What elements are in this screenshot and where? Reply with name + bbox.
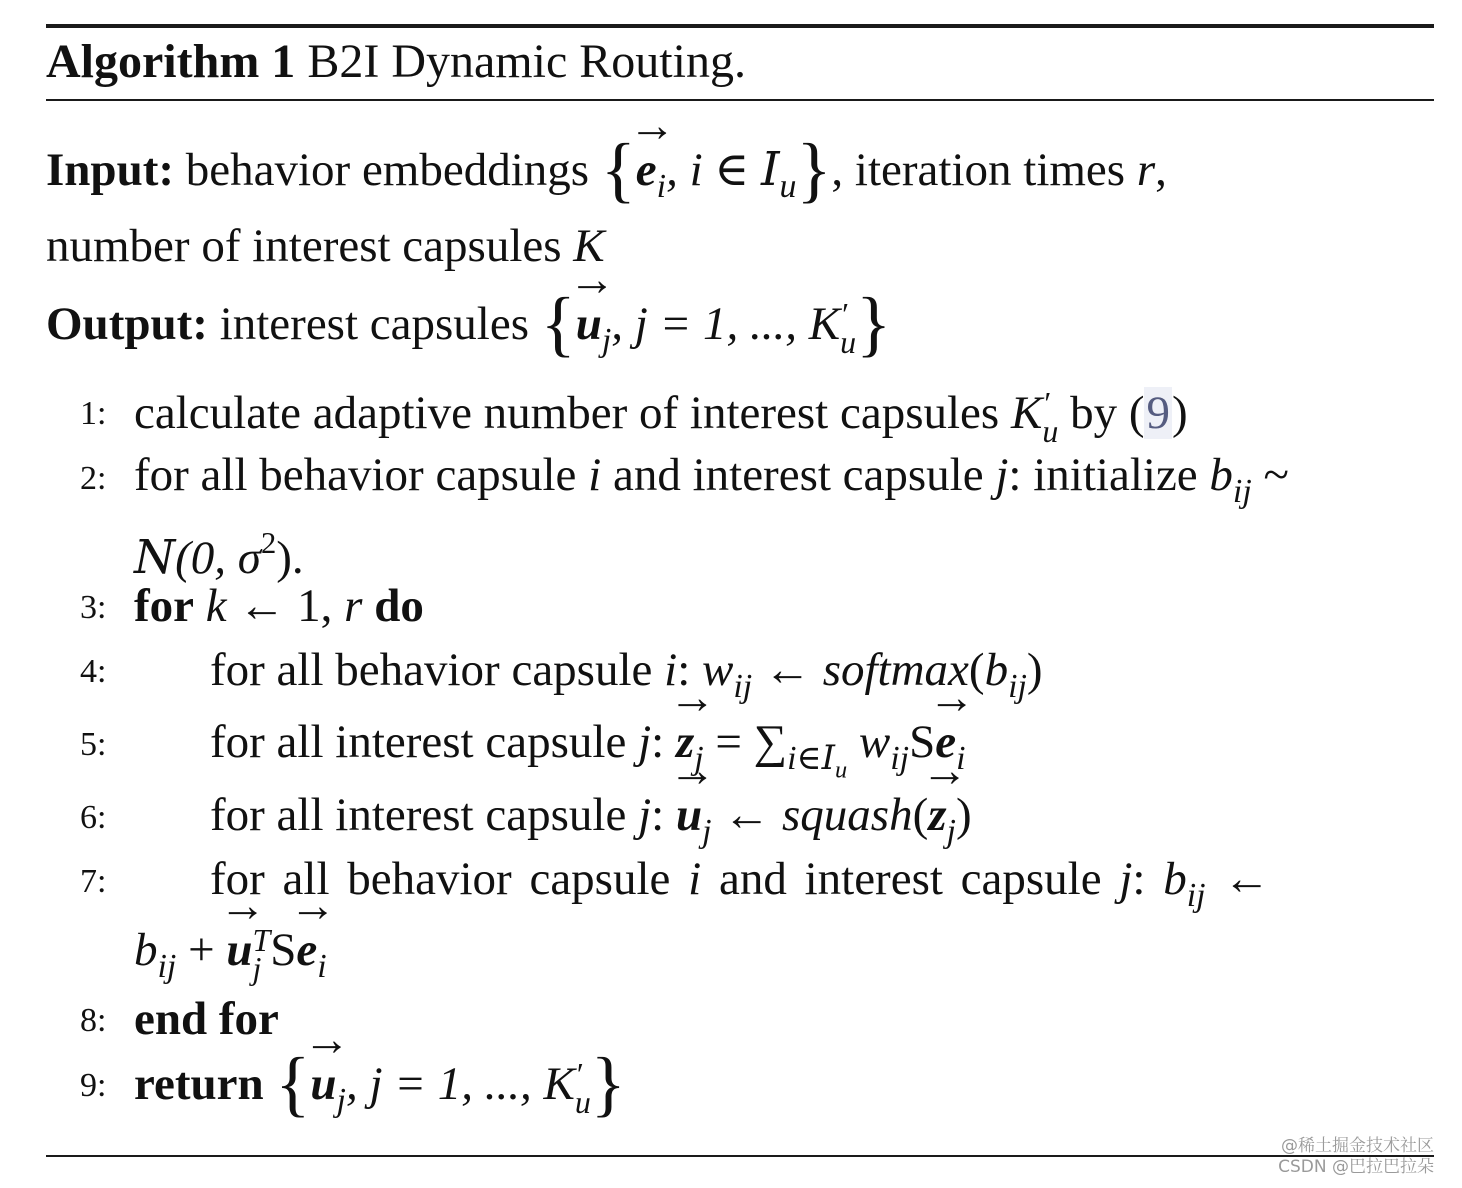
subscript-u: u bbox=[779, 167, 797, 205]
prime: ′ bbox=[1042, 385, 1050, 421]
var-b: b bbox=[984, 644, 1009, 696]
watermark-csdn: CSDN @巴拉巴拉朵 bbox=[1278, 1157, 1434, 1177]
tilde: ~ bbox=[1251, 449, 1289, 501]
var-b: b bbox=[1209, 449, 1233, 501]
assign: ← 1, bbox=[226, 580, 345, 632]
subscript-ij: ij bbox=[890, 739, 910, 777]
capsule-count-text: number of interest capsules bbox=[46, 220, 574, 272]
input-label: Input: bbox=[46, 144, 175, 196]
output-line bbox=[46, 282, 1434, 371]
step-2 bbox=[134, 445, 1434, 522]
var-i: i bbox=[588, 449, 602, 501]
step-text: : initialize bbox=[1008, 449, 1210, 501]
matrix-S: S bbox=[909, 716, 936, 768]
var-K: K bbox=[1010, 387, 1043, 439]
assign: ← bbox=[1205, 853, 1271, 905]
close: ). bbox=[276, 531, 304, 584]
step-text: for all interest capsule bbox=[210, 716, 639, 768]
transpose-sub bbox=[252, 922, 271, 987]
step-text: and interest capsule bbox=[601, 449, 996, 501]
K-prime-sub bbox=[574, 1056, 591, 1121]
close-paren: ) bbox=[1026, 644, 1043, 696]
bottom-rule bbox=[46, 1155, 1434, 1157]
iteration-text: , iteration times bbox=[831, 144, 1137, 196]
colon: : bbox=[651, 716, 676, 768]
plus: + bbox=[176, 924, 227, 976]
open-paren: ( bbox=[912, 789, 929, 841]
input-line-2 bbox=[46, 216, 1434, 276]
colon: : bbox=[677, 644, 703, 696]
vector-e: → e bbox=[636, 140, 657, 200]
step-number: 2: bbox=[80, 460, 107, 497]
var-j: j bbox=[1119, 853, 1133, 905]
var-j: j bbox=[638, 789, 652, 841]
subscript-ij: ij bbox=[733, 667, 753, 705]
var-b: b bbox=[134, 924, 158, 976]
right-brace: } bbox=[590, 1042, 626, 1124]
step-number: 8: bbox=[80, 1002, 107, 1039]
step-text: for all behavior capsule bbox=[134, 449, 589, 501]
algorithm-label: Algorithm 1 bbox=[46, 35, 296, 88]
algorithm-name: B2I Dynamic Routing. bbox=[307, 35, 746, 88]
step-text: and interest capsule bbox=[701, 853, 1120, 905]
sum-index-i: i∈ bbox=[787, 739, 822, 777]
prime: ′ bbox=[840, 296, 848, 332]
by-text: by ( bbox=[1058, 387, 1145, 439]
subscript-ij: ij bbox=[1232, 472, 1252, 510]
matrix-S: S bbox=[270, 924, 297, 976]
var-j: j bbox=[995, 449, 1009, 501]
output-text: interest capsules bbox=[219, 298, 529, 350]
range-text: , j = 1, ..., K bbox=[611, 298, 841, 350]
step-3 bbox=[134, 576, 424, 636]
var-w: w bbox=[847, 716, 891, 768]
left-brace: { bbox=[275, 1042, 311, 1124]
K-prime-sub bbox=[1042, 385, 1059, 450]
range-text: , j = 1, ..., K bbox=[345, 1058, 575, 1110]
step-number: 3: bbox=[80, 589, 107, 626]
step-7 bbox=[210, 849, 1434, 926]
top-rule bbox=[46, 24, 1434, 28]
vector-u: → u bbox=[310, 1054, 336, 1114]
var-b: b bbox=[1163, 853, 1187, 905]
vector-u: → u bbox=[226, 920, 252, 980]
subscript-ij: ij bbox=[1186, 876, 1206, 914]
vector-u: → u bbox=[576, 294, 602, 354]
membership-text: , i ∈ bbox=[666, 144, 761, 196]
subscript-u: u bbox=[1042, 414, 1059, 450]
right-brace: } bbox=[796, 128, 832, 210]
algorithm-title bbox=[46, 32, 1434, 92]
colon: : bbox=[1132, 853, 1164, 905]
sum-sign: = ∑ bbox=[703, 716, 788, 768]
var-k: k bbox=[194, 580, 227, 632]
step-9 bbox=[134, 1042, 626, 1131]
watermark-juejin: @稀土掘金技术社区 bbox=[1281, 1136, 1434, 1156]
fn-softmax: softmax bbox=[822, 644, 969, 696]
step-4 bbox=[210, 640, 1043, 717]
var-i: i bbox=[688, 853, 702, 905]
comma: , bbox=[1155, 144, 1167, 196]
open-paren: ( bbox=[968, 644, 985, 696]
superscript-T: T bbox=[252, 922, 271, 958]
output-label: Output: bbox=[46, 298, 208, 350]
vector-u: → u bbox=[676, 785, 702, 845]
step-text: calculate adaptive number of interest capsules bbox=[134, 387, 1011, 439]
subscript-u: u bbox=[834, 756, 848, 784]
step-text: for all behavior capsule bbox=[210, 853, 689, 905]
keyword-do: do bbox=[362, 580, 424, 632]
normal-dist-N: N bbox=[134, 529, 176, 585]
fn-squash: squash bbox=[781, 789, 913, 841]
step-7-cont bbox=[134, 920, 327, 997]
vector-e: → e bbox=[296, 920, 317, 980]
var-r: r bbox=[1136, 144, 1156, 196]
step-number: 1: bbox=[80, 395, 107, 432]
subscript-j: j bbox=[946, 812, 956, 850]
subscript-i: i bbox=[317, 947, 327, 985]
step-text: for all interest capsule bbox=[210, 789, 639, 841]
set-I: I bbox=[821, 737, 835, 777]
var-K: K bbox=[573, 220, 605, 272]
step-text: for all behavior capsule bbox=[210, 644, 665, 696]
equation-reference-link[interactable]: 9 bbox=[1146, 387, 1170, 439]
step-1 bbox=[134, 383, 1188, 450]
vector-z: → z bbox=[676, 712, 694, 772]
subscript-j: j bbox=[694, 739, 704, 777]
subscript-u: u bbox=[840, 325, 857, 361]
var-j: j bbox=[638, 716, 652, 768]
subscript-j: j bbox=[252, 951, 262, 987]
subscript-ij: ij bbox=[157, 947, 177, 985]
input-line bbox=[46, 128, 1434, 217]
input-text: behavior embeddings bbox=[185, 144, 590, 196]
step-number: 4: bbox=[80, 653, 107, 690]
subscript-ij: ij bbox=[1008, 667, 1027, 705]
step-number: 7: bbox=[80, 863, 107, 900]
K-prime-sub bbox=[840, 296, 857, 361]
step-number: 6: bbox=[80, 799, 107, 836]
subscript-j: j bbox=[601, 321, 612, 359]
step-8: end for bbox=[134, 993, 279, 1045]
step-number: 9: bbox=[80, 1067, 107, 1104]
vector-z: → z bbox=[928, 785, 946, 845]
step-number: 5: bbox=[80, 726, 107, 763]
close-paren: ) bbox=[1171, 387, 1188, 439]
title-rule bbox=[46, 99, 1434, 101]
assign: ← bbox=[752, 644, 823, 696]
vector-e: → e bbox=[935, 712, 956, 772]
subscript-j: j bbox=[702, 812, 712, 850]
colon: : bbox=[651, 789, 676, 841]
superscript-2: 2 bbox=[260, 526, 277, 560]
sum-index bbox=[787, 737, 848, 784]
prime: ′ bbox=[574, 1056, 582, 1092]
right-brace: } bbox=[856, 282, 892, 364]
left-brace: { bbox=[540, 282, 576, 364]
var-i: i bbox=[664, 644, 678, 696]
assign: ← bbox=[711, 789, 782, 841]
left-brace: { bbox=[600, 128, 636, 210]
close-paren: ) bbox=[955, 789, 972, 841]
subscript-u: u bbox=[574, 1085, 591, 1121]
keyword-for: for bbox=[134, 580, 195, 632]
subscript-i: i bbox=[656, 167, 667, 205]
var-r: r bbox=[344, 580, 363, 632]
set-I: I bbox=[760, 142, 780, 197]
dist-args: (0, σ bbox=[175, 531, 261, 584]
subscript-j: j bbox=[336, 1081, 346, 1119]
keyword-return: return bbox=[134, 1058, 264, 1110]
subscript-i: i bbox=[956, 739, 966, 777]
var-w: w bbox=[702, 644, 734, 696]
